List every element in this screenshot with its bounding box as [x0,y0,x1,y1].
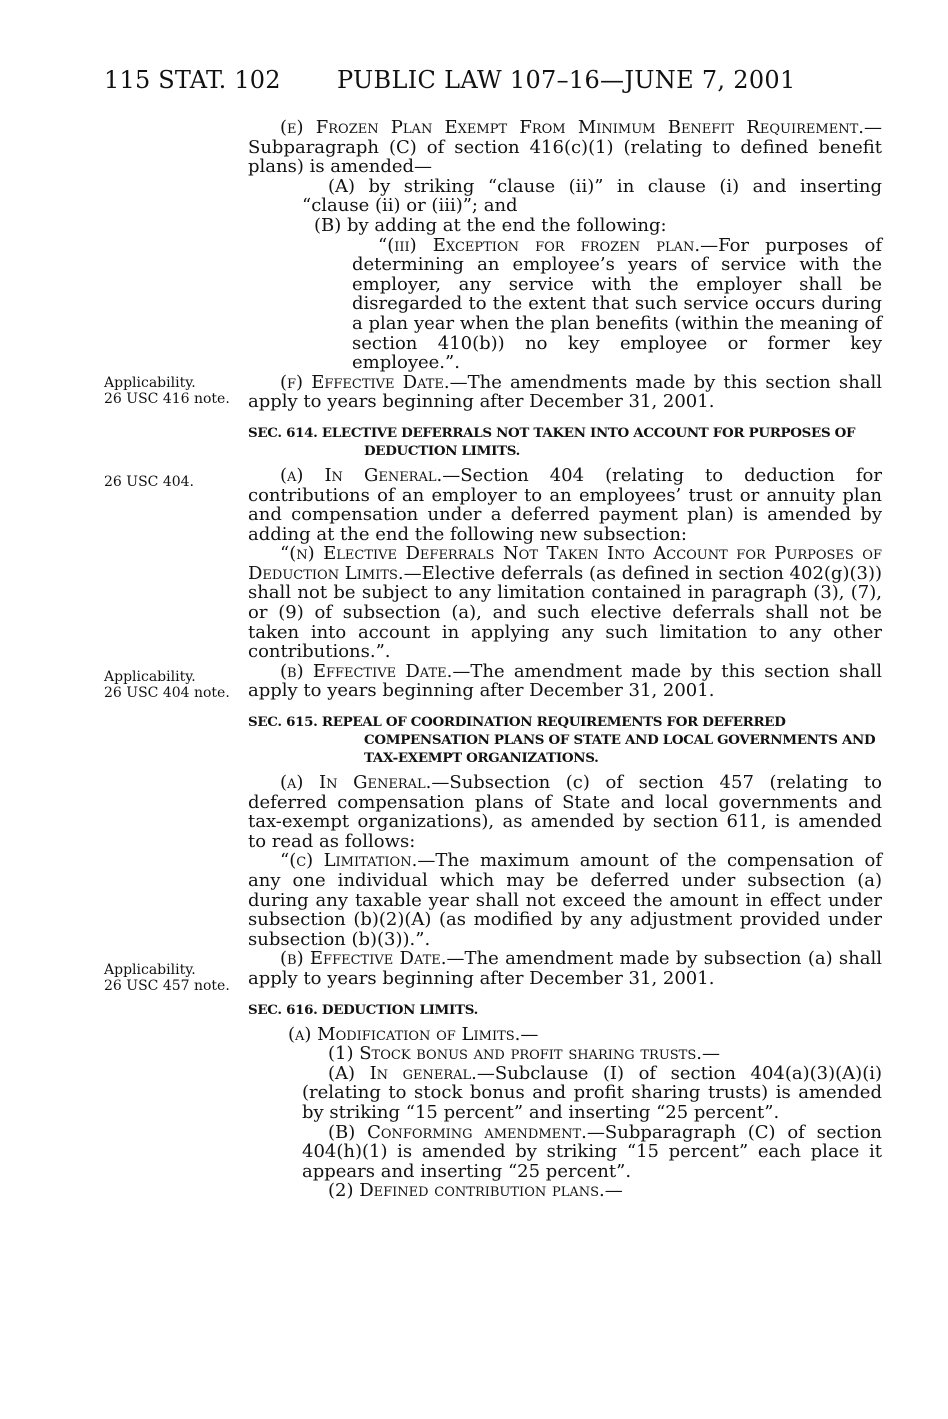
subsection-text: —The amendment made by subsection (a) shall apply to years beginning after December 31, 2001. [248,948,882,989]
s615-subsection-c [248,851,882,949]
margin-note-line: 26 USC 416 note. [104,391,230,407]
section-615-heading: SEC. 615. REPEAL OF COORDINATION REQUIREMENTS FOR DEFERRED COMPENSATION PLANS OF STATE AND LOCAL GOVERNMENTS AND TAX-EXEMPT ORGANIZATIONS. [248,714,876,767]
s616-paragraph-2: (2) Defined contribution plans.— [328,1180,623,1202]
margin-note-applicability-404 [104,669,230,701]
clause-heading: “(iii) Exception for frozen plan. [378,234,701,256]
s614-subsection-n [248,544,882,662]
statute-body [248,118,882,1201]
margin-note-applicability-416 [104,375,230,407]
margin-note-line: 26 USC 457 note. [104,978,230,994]
subsection-text: —Section 404 (relating to deduction for contributions of an employer to an employees’ trust or annuity plan and compensation under a deferred payment plan) is amended by adding at the end the following new subsection: [248,464,882,545]
margin-note-applicability-457 [104,962,230,994]
clause-A: (A) by striking “clause (ii)” in clause (i) and inserting “clause (ii) or (iii)”; and [302,175,882,217]
subsection-heading: (f) Effective Date. [280,371,450,393]
subsection-text: —The amendment made by this section shall apply to years beginning after December 31, 2001. [248,660,882,702]
statute-citation: 115 STAT. 102 [104,66,281,94]
subsection-text: —The amendments made by this section shall apply to years beginning after December 31, 2001. [248,371,882,413]
subsection-text: —Subsection (c) of section 457 (relating to deferred compensation plans of State and local governments and tax-exempt organizations), as amended by section 611, is amended to read as follows: [248,772,882,852]
subsection-heading: (b) Effective Date. [280,660,453,682]
margin-note-line: 26 USC 404. [104,474,194,490]
running-header [0,66,948,106]
s615-subsection-a [248,773,882,851]
section-614-heading: SEC. 614. ELECTIVE DEFERRALS NOT TAKEN INTO ACCOUNT FOR PURPOSES OF DEDUCTION LIMITS. [248,424,856,459]
subsection-e [248,118,882,177]
subsection-heading: (a) In General. [280,772,432,794]
subparagraph-text: —Subclause (I) of section 404(a)(3)(A)(i) (relating to stock bonus and profit sharing trusts) is amended by striking “15 percent” and inserting “25 percent”. [302,1062,882,1123]
subparagraph-heading: (B) Conforming amendment. [328,1121,587,1143]
subsection-f [248,373,882,412]
s614-subsection-a [248,466,882,544]
subsection-text: —The maximum amount of the compensation of any one individual which may be deferred under subsection (a) during any taxable year shall not exceed the amount in effect under subsection (b)(2)(A) (as modified by any adjustment provided under subsection (b)(3)).”. [248,850,882,950]
s615-subsection-b [248,949,882,988]
public-law-title: PUBLIC LAW 107–16—JUNE 7, 2001 [337,66,796,94]
clause-B: (B) by adding at the end the following: [314,214,667,236]
subsection-text: —Elective deferrals (as defined in section 402(g)(3)) shall not be subject to any limitation contained in paragraph (3), (7), or (9) of subsection (a), and such elective deferrals shall not be taken into account in applying any such limitation to any other contributions.”. [248,562,883,663]
margin-note-26usc404 [104,474,194,490]
margin-note-line: Applicability. [104,962,196,978]
subsection-text: —Subparagraph (C) of section 416(c)(1) (relating to defined benefit plans) is amended— [248,117,882,178]
s616-subparagraph-A [222,1064,882,1123]
subparagraph-text: —Subparagraph (C) of section 404(h)(1) is amended by striking “15 percent” each place it appears and inserting “25 percent”. [302,1121,883,1182]
subsection-heading: “(n) Elective Deferrals Not Taken Into Account for Purposes of Deduction Limits. [248,543,882,584]
margin-note-line: 26 USC 404 note. [104,685,230,701]
subparagraph-heading: (A) In general. [328,1062,477,1084]
margin-note-line: Applicability. [104,669,196,685]
s616-subsection-a: (a) Modification of Limits.— [288,1023,539,1045]
subsection-heading: (e) Frozen Plan Exempt From Minimum Benefit Requirement. [280,117,864,138]
s616-subparagraph-B [222,1123,882,1182]
margin-note-line: Applicability. [104,375,196,391]
subsection-heading: (a) In General. [280,464,443,486]
s616-paragraph-1: (1) Stock bonus and profit sharing trusts.— [328,1043,720,1065]
clause-text: —For purposes of determining an employee’s years of service with the employer, any service with the employer shall be disregarded to the extent that such service occurs during a plan year when the plan benefits (within the meaning of section 410(b)) no key employee or former key employee.”. [352,234,882,374]
clause-iii [222,236,882,373]
subsection-heading: “(c) Limitation. [280,850,418,872]
s614-subsection-b [248,662,882,701]
subsection-heading: (b) Effective Date. [280,948,447,970]
section-616-heading: SEC. 616. DEDUCTION LIMITS. [248,1001,478,1018]
